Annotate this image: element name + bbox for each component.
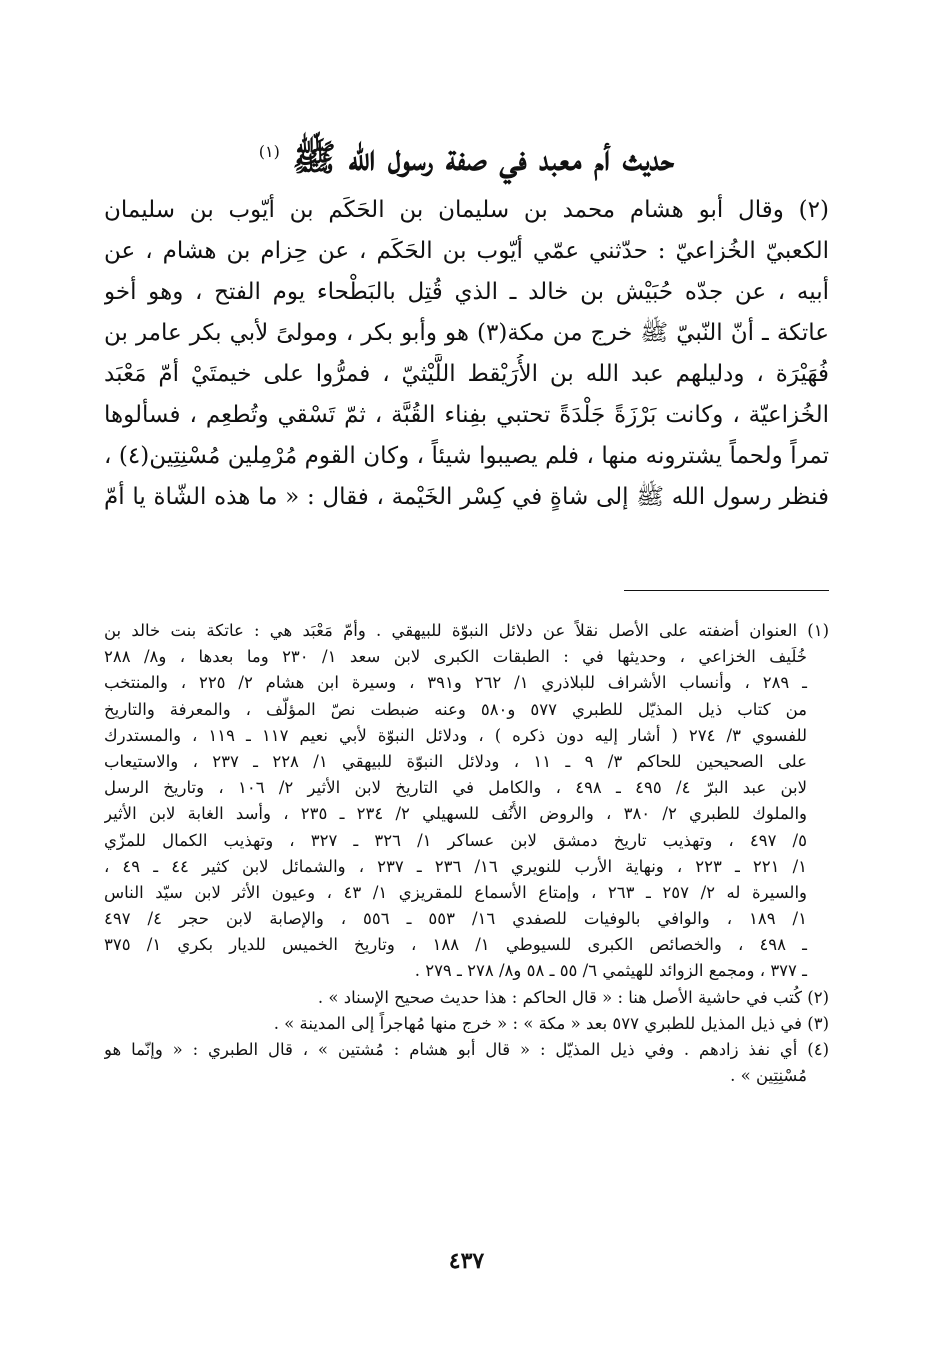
footnotes-block xyxy=(104,618,829,1089)
footnote-line: للفسوي ٣/ ٢٧٤ ( أشار إليه دون ذكره ) ، ودلائل النبوّة لأبي نعيم ١١٧ ـ ١١٩ ، والمستدرك xyxy=(104,725,807,745)
footnote-divider xyxy=(624,590,829,591)
footnote-line: ٥/ ٤٩٧ ، وتهذيب تاريخ دمشق لابن عساكر ١/ ٣٢٦ ـ ٣٢٧ ، وتهذيب الكمال للمزّي xyxy=(104,830,807,850)
footnote-line: ـ ٤٩٨ ، والخصائص الكبرى للسيوطي ١/ ١٨٨ ، وتاريخ الخميس للديار بكري ١/ ٣٧٥ xyxy=(104,935,808,955)
chapter-title xyxy=(100,122,833,188)
main-text-line: تمراً ولحماً يشترونه منها ، فلم يصيبوا شيئاً ، وكان القوم مُرْمِلين مُسْنِتِين(٤) ، xyxy=(104,443,829,469)
title-footnote-marker: (١) xyxy=(258,142,280,161)
main-text-line: أبيه ، عن جدّه حُبَيْش بن خالد ـ الذي قُتِل بالبَطْحاء يوم الفتح ، وهو أخو xyxy=(104,279,829,305)
footnote-line: (٣) في ذيل المذيل للطبري ٥٧٧ بعد « مكة » : « خرج منها مُهاجراً إلى المدينة » . xyxy=(273,1013,829,1033)
main-text-line: الكعبيّ الخُزاعيّ : حدّثني عمّي أيّوب بن الحَكَم ، عن حِزام بن هشام ، عن xyxy=(104,238,829,264)
footnote-line: مُسْنِتِين » . xyxy=(730,1066,807,1086)
footnote-line: (٤) أي نفذ زادهم . وفي ذيل المذيّل : « قال أبو هشام : مُشتين » ، قال الطبري : « وإنّما هو xyxy=(104,1040,829,1059)
footnote-line: ١/ ٢٢١ ـ ٢٢٣ ، ونهاية الأرب للنويري ١٦/ ٢٣٦ ـ ٢٣٧ ، والشمائل لابن كثير ٤٤ ـ ٤٩ ، xyxy=(104,856,808,876)
main-text-line: عاتكة ـ أنّ النّبيّ ﷺ خرج من مكة(٣) هو وأبو بكر ، ومولىً لأبي بكر عامر بن xyxy=(104,320,829,346)
footnote-line: (٢) كُتب في حاشية الأصل هنا : « قال الحاكم : هذا حديث صحيح الإسناد » . xyxy=(317,987,829,1007)
main-text-block xyxy=(104,190,829,518)
main-text-line: الخُزاعيّة ، وكانت بَرْزَةً جَلْدَةً تحتبي بفِناء القُبَّة ، ثمّ تَسْقي وتُطعِم ، فسألوها xyxy=(104,402,829,428)
main-text-line: (٢) وقال أبو هشام محمد بن سليمان بن الحَكَم بن أيّوب بن سليمان xyxy=(104,197,829,223)
footnote-line: لابن عبد البرّ ٤/ ٤٩٥ ـ ٤٩٨ ، والكامل في التاريخ لابن الأثير ٢/ ١٠٦ ، وتاريخ الرسل xyxy=(104,778,808,798)
footnote-line: والملوك للطبري ٢/ ٣٨٠ ، والروض الأُنُف للسهيلي ٢/ ٢٣٤ ـ ٢٣٥ ، وأسد الغابة لابن الأثير xyxy=(104,804,807,824)
main-text-line: فنظر رسول الله ﷺ إلى شاةٍ في كِسْر الخَيْمة ، فقال : « ما هذه الشّاة يا أمّ xyxy=(104,484,829,510)
footnote-line: من كتاب ذيل المذيّل للطبري ٥٧٧ و٥٨٠ وعنه ضبطت نصّ المؤلّف ، والمعرفة والتاريخ xyxy=(104,699,807,719)
chapter-title-text: حديث أم معبد في صفة رسول الله ﷺ xyxy=(292,137,675,179)
footnote-line: خُلَيف الخزاعي ، وحديثها في : الطبقات الكبرى لابن سعد ١/ ٢٣٠ وما بعدها ، و٨/ ٢٨٨ xyxy=(104,647,807,667)
footnote-line: على الصحيحين للحاكم ٣/ ٩ ـ ١١ ، ودلائل النبوّة للبيهقي ١/ ٢٢٨ ـ ٢٣٧ ، والاستيعاب xyxy=(104,751,807,771)
main-text-line: فُهَيْرَة ، ودليلهم عبد الله بن الأُرَيْقط اللَّيْثيّ ، فمرُّوا على خيمتَيْ أمّ مَعْبَد xyxy=(104,361,829,387)
page-number: ٤٣٧ xyxy=(448,1248,485,1274)
footnote-line: (١) العنوان أضفته على الأصل نقلاً عن دلائل النبوّة للبيهقي . وأمّ مَعْبَد هي : عاتكة بنت خالد بن xyxy=(104,621,829,640)
footnote-line: والسيرة له ٢/ ٢٥٧ ـ ٢٦٣ ، وإمتاع الأسماع للمقريزي ١/ ٤٣ ، وعيون الأثر لابن سيّد الناس xyxy=(104,882,807,902)
footnote-line: ـ ٣٧٧ ، ومجمع الزوائد للهيثمي ٦/ ٥٥ ـ ٥٨ و٨/ ٢٧٨ ـ ٢٧٩ . xyxy=(414,961,807,981)
footnote-line: ١/ ١٨٩ ، والوافي بالوفيات للصفدي ١٦/ ٥٥٣ ـ ٥٥٦ ، والإصابة لابن حجر ٤/ ٤٩٧ xyxy=(104,909,807,929)
footnote-line: ـ ٢٨٩ ، وأنساب الأشراف للبلاذري ١/ ٢٦٢ و٣٩١ ، وسيرة ابن هشام ٢/ ٢٢٥ ، والمنتخب xyxy=(104,673,807,693)
